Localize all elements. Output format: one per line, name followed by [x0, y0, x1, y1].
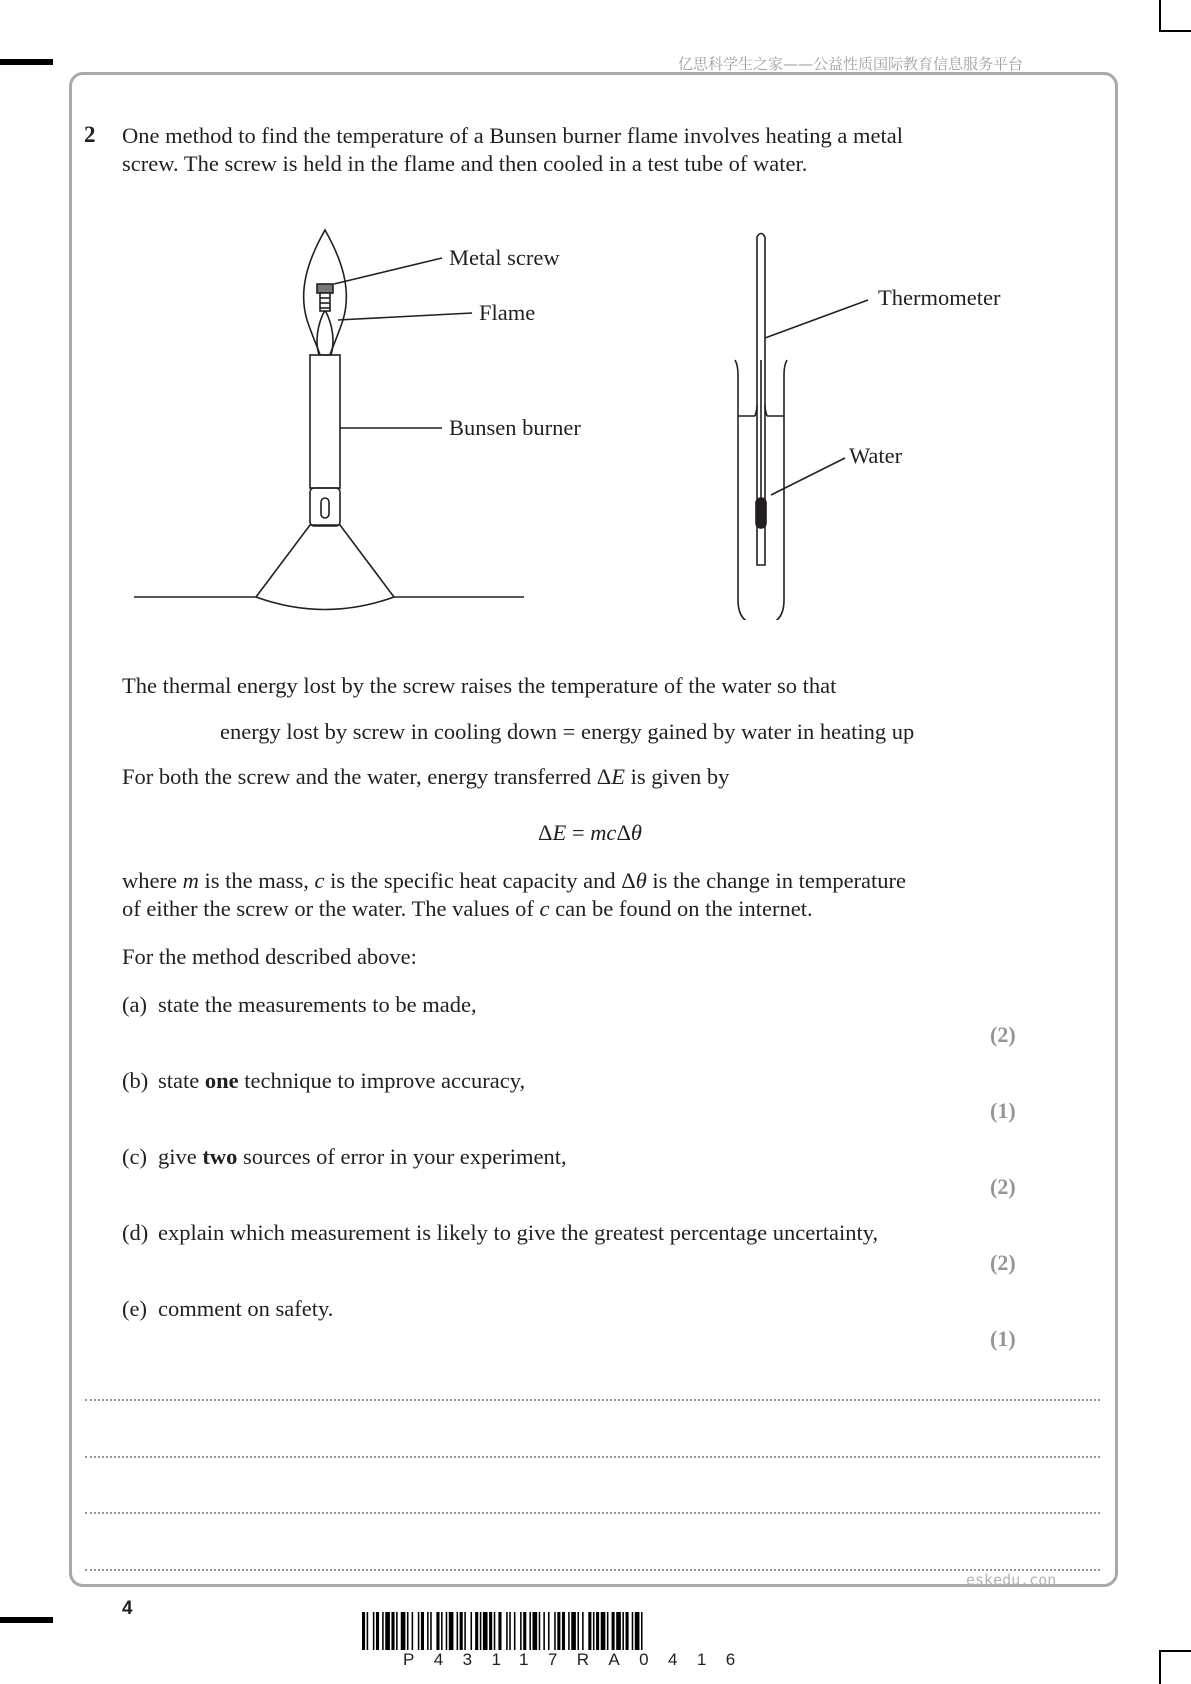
barcode-bar — [509, 1612, 511, 1650]
crop-mark-bottom-right-h — [1159, 1650, 1191, 1652]
barcode-bar — [612, 1612, 615, 1650]
crop-mark-top-left — [0, 59, 53, 65]
barcode-bar — [571, 1612, 576, 1650]
barcode-bar — [412, 1612, 414, 1650]
crop-mark-top-right — [1159, 0, 1161, 32]
energy-transfer-text: For both the screw and the water, energy transferred ΔE is given by — [122, 764, 730, 789]
barcode-bar — [441, 1612, 443, 1650]
barcode-bar — [418, 1612, 420, 1650]
screw-head — [317, 284, 333, 293]
metal-screw-pointer — [334, 258, 442, 284]
barcode-bar — [506, 1612, 508, 1650]
barcode-bar — [588, 1612, 591, 1650]
barcode-bar — [396, 1612, 398, 1650]
part-text: state the measurements to be made, — [158, 992, 477, 1017]
heat-formula: ΔE = mcΔθ — [538, 820, 642, 845]
part-label: (a) — [122, 992, 147, 1017]
page-number: 4 — [122, 1598, 133, 1619]
label-thermometer: Thermometer — [878, 285, 1001, 310]
label-bunsen-burner: Bunsen burner — [449, 415, 581, 440]
barcode-bar — [582, 1612, 584, 1650]
question-intro-line-2: screw. The screw is held in the flame and then cooled in a test tube of water. — [122, 151, 808, 176]
barcode-bar — [382, 1612, 384, 1650]
water-pointer — [771, 458, 845, 495]
barcode-bar — [593, 1612, 595, 1650]
barcode-bar — [373, 1612, 375, 1650]
label-metal-screw: Metal screw — [449, 245, 560, 270]
apparatus-diagram — [120, 220, 1020, 620]
barcode-bar — [607, 1612, 609, 1650]
barcode-bar — [480, 1612, 482, 1650]
barcode-bar — [635, 1612, 640, 1650]
thermometer-pointer — [765, 300, 868, 338]
formula-explanation-line-2: of either the screw or the water. The values of c can be found on the internet. — [122, 896, 813, 921]
barcode-bar — [457, 1612, 459, 1650]
burner-barrel — [310, 355, 340, 488]
part-label: (e) — [122, 1296, 147, 1321]
part-label: (c) — [122, 1144, 147, 1169]
crop-mark-bottom-left — [0, 1617, 53, 1623]
answer-line[interactable] — [85, 1512, 1100, 1514]
flame-inner — [317, 310, 333, 355]
barcode-bar — [514, 1612, 516, 1650]
question-number: 2 — [84, 122, 96, 147]
formula-explanation-line-1: where m is the mass, c is the specific heat capacity and Δθ is the change in temperature — [122, 868, 907, 893]
marks-allocation: (1) — [990, 1326, 1016, 1351]
part-text: state one technique to improve accuracy, — [158, 1068, 526, 1093]
barcode-bar — [523, 1612, 526, 1650]
marks-allocation: (2) — [990, 1174, 1016, 1199]
barcode-bar — [632, 1612, 634, 1650]
barcode-bar — [460, 1612, 463, 1650]
barcode-bar — [596, 1612, 599, 1650]
barcode-bar — [427, 1612, 429, 1650]
barcode-bar — [483, 1612, 488, 1650]
barcode — [362, 1612, 828, 1650]
barcode-bar — [446, 1612, 448, 1650]
crop-mark-bottom-right — [1159, 1650, 1161, 1684]
barcode-bar — [362, 1612, 365, 1650]
barcode-bar — [489, 1612, 492, 1650]
label-water: Water — [849, 443, 903, 468]
barcode-bar — [391, 1612, 394, 1650]
barcode-bar — [539, 1612, 541, 1650]
barcode-bar — [421, 1612, 424, 1650]
barcode-bar — [401, 1612, 406, 1650]
barcode-bar — [385, 1612, 390, 1650]
watermark-text: eskedu.con — [966, 1571, 1057, 1589]
barcode-bar — [557, 1612, 560, 1650]
barcode-bar — [562, 1612, 565, 1650]
barcode-bar — [533, 1612, 538, 1650]
barcode-bar — [475, 1612, 478, 1650]
barcode-bar — [494, 1612, 496, 1650]
marks-allocation: (2) — [990, 1250, 1016, 1275]
barcode-bar — [430, 1612, 432, 1650]
part-text: explain which measurement is likely to give the greatest percentage uncertainty, — [158, 1220, 879, 1245]
crop-mark-top-right-h — [1159, 30, 1191, 32]
air-hole — [321, 498, 329, 518]
burner-base-bottom — [256, 597, 394, 610]
label-flame: Flame — [479, 300, 536, 325]
barcode-text: P43117RA0416 — [403, 1650, 755, 1669]
burner-base — [256, 525, 394, 597]
thermal-energy-text: The thermal energy lost by the screw raises the temperature of the water so that — [122, 673, 837, 698]
question-intro-line-1: One method to find the temperature of a Bunsen burner flame involves heating a metal — [122, 123, 903, 148]
barcode-bar — [577, 1612, 579, 1650]
barcode-bar — [641, 1612, 643, 1650]
barcode-bar — [407, 1612, 409, 1650]
barcode-bar — [376, 1612, 379, 1650]
barcode-bar — [471, 1612, 473, 1650]
barcode-bar — [601, 1612, 606, 1650]
answer-line[interactable] — [85, 1569, 1100, 1571]
barcode-bar — [498, 1612, 501, 1650]
barcode-bar — [626, 1612, 629, 1650]
barcode-bar — [568, 1612, 570, 1650]
barcode-bar — [548, 1612, 550, 1650]
flame-pointer — [338, 313, 472, 320]
barcode-bar — [622, 1612, 624, 1650]
thermometer-bulb — [756, 498, 766, 528]
part-text: comment on safety. — [158, 1296, 334, 1321]
part-text: give two sources of error in your experiment, — [158, 1144, 567, 1169]
method-intro: For the method described above: — [122, 944, 417, 969]
marks-allocation: (1) — [990, 1098, 1016, 1123]
header-site-text: 亿思科学生之家——公益性质国际教育信息服务平台 — [678, 55, 1024, 73]
barcode-bar — [464, 1612, 466, 1650]
part-label: (b) — [122, 1068, 149, 1093]
burner-collar — [310, 488, 340, 526]
answer-line[interactable] — [85, 1399, 1100, 1401]
marks-allocation: (2) — [990, 1022, 1016, 1047]
barcode-bar — [616, 1612, 621, 1650]
barcode-bar — [554, 1612, 556, 1650]
barcode-bar — [449, 1612, 454, 1650]
barcode-bar — [520, 1612, 522, 1650]
barcode-bar — [529, 1612, 531, 1650]
part-label: (d) — [122, 1220, 149, 1245]
barcode-bar — [367, 1612, 369, 1650]
energy-equality: energy lost by screw in cooling down = energy gained by water in heating up — [220, 719, 915, 744]
answer-line[interactable] — [85, 1456, 1100, 1458]
barcode-bar — [436, 1612, 439, 1650]
barcode-bar — [543, 1612, 545, 1650]
